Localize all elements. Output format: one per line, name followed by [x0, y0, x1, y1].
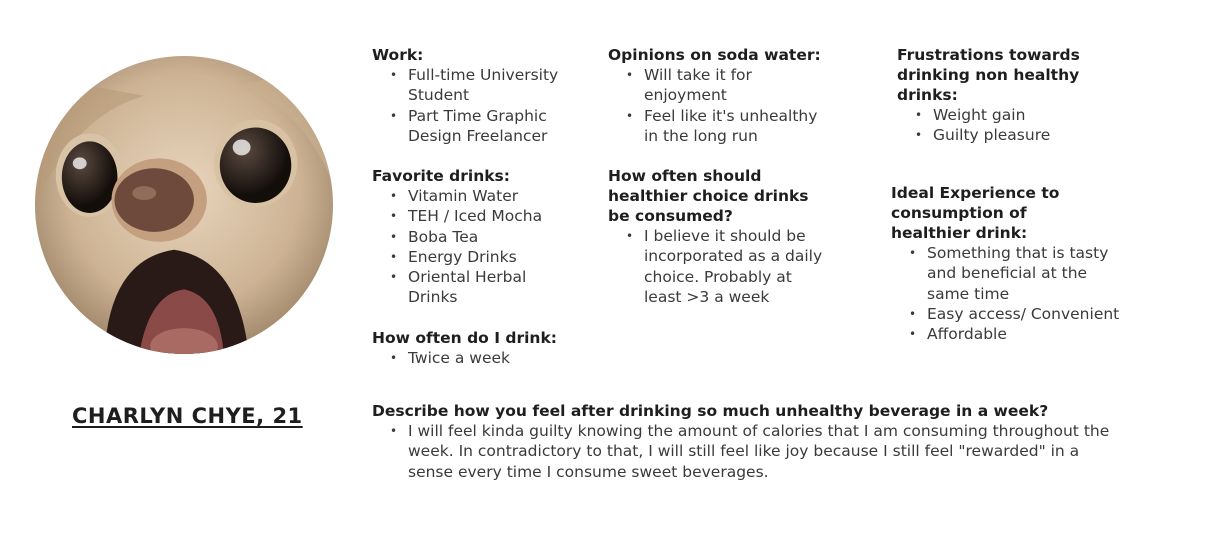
- work-title: Work:: [372, 46, 424, 64]
- soda-opinion-section: [608, 45, 838, 146]
- list-item: • Full-time University Student: [372, 65, 572, 106]
- list-item: • Vitamin Water: [372, 186, 572, 206]
- favorite-drinks-title: Favorite drinks:: [372, 167, 510, 185]
- healthier-frequency-list: [608, 226, 833, 307]
- frustrations-title: Frustrations towards drinking non healthy drinks:: [897, 46, 1080, 104]
- frustrations-section: [897, 45, 1117, 146]
- feeling-title: Describe how you feel after drinking so much unhealthy beverage in a week?: [372, 402, 1049, 420]
- drink-frequency-title: How often do I drink:: [372, 329, 557, 347]
- list-item: • TEH / Iced Mocha: [372, 206, 572, 226]
- list-item: • Feel like it's unhealthy in the long run: [608, 106, 824, 147]
- list-item: • Affordable: [891, 324, 1141, 344]
- feeling-section: [372, 401, 1142, 482]
- work-section: [372, 45, 572, 146]
- ideal-experience-section: [891, 183, 1141, 344]
- persona-name: CHARLYN CHYE, 21: [72, 404, 303, 428]
- list-item: • Easy access/ Convenient: [891, 304, 1141, 324]
- healthier-frequency-title: How often should healthier choice drinks be consumed?: [608, 167, 809, 225]
- list-item: • Oriental Herbal Drinks: [372, 267, 572, 308]
- list-item: • Boba Tea: [372, 227, 572, 247]
- drink-frequency-section: [372, 328, 592, 368]
- list-item: • Will take it for enjoyment: [608, 65, 794, 106]
- drink-frequency-list: [372, 348, 592, 368]
- work-list: [372, 65, 572, 146]
- list-item: • Something that is tasty and beneficial at the same time: [891, 243, 1127, 304]
- ideal-experience-list: [891, 243, 1141, 344]
- list-item: • Guilty pleasure: [897, 125, 1117, 145]
- list-item: • I believe it should be incorporated as a daily choice. Probably at least >3 a week: [608, 226, 834, 307]
- list-item: • Weight gain: [897, 105, 1117, 125]
- frustrations-list: [897, 105, 1117, 146]
- soda-opinion-list: [608, 65, 828, 146]
- list-item: • Energy Drinks: [372, 247, 572, 267]
- persona-photo: [35, 56, 333, 354]
- feeling-list: [372, 421, 1142, 482]
- ideal-experience-title: Ideal Experience to consumption of healthier drink:: [891, 184, 1060, 242]
- favorite-drinks-list: [372, 186, 572, 308]
- list-item: • I will feel kinda guilty knowing the amount of calories that I am consuming throughout the week. In contradictory to that, I will still feel like joy because I still feel "rewarded" in a sense every time I consume sweet beverages.: [372, 421, 1128, 482]
- soda-opinion-title: Opinions on soda water:: [608, 46, 821, 64]
- healthier-frequency-section: [608, 166, 833, 307]
- list-item: • Twice a week: [372, 348, 592, 368]
- favorite-drinks-section: [372, 166, 572, 308]
- list-item: • Part Time Graphic Design Freelancer: [372, 106, 572, 147]
